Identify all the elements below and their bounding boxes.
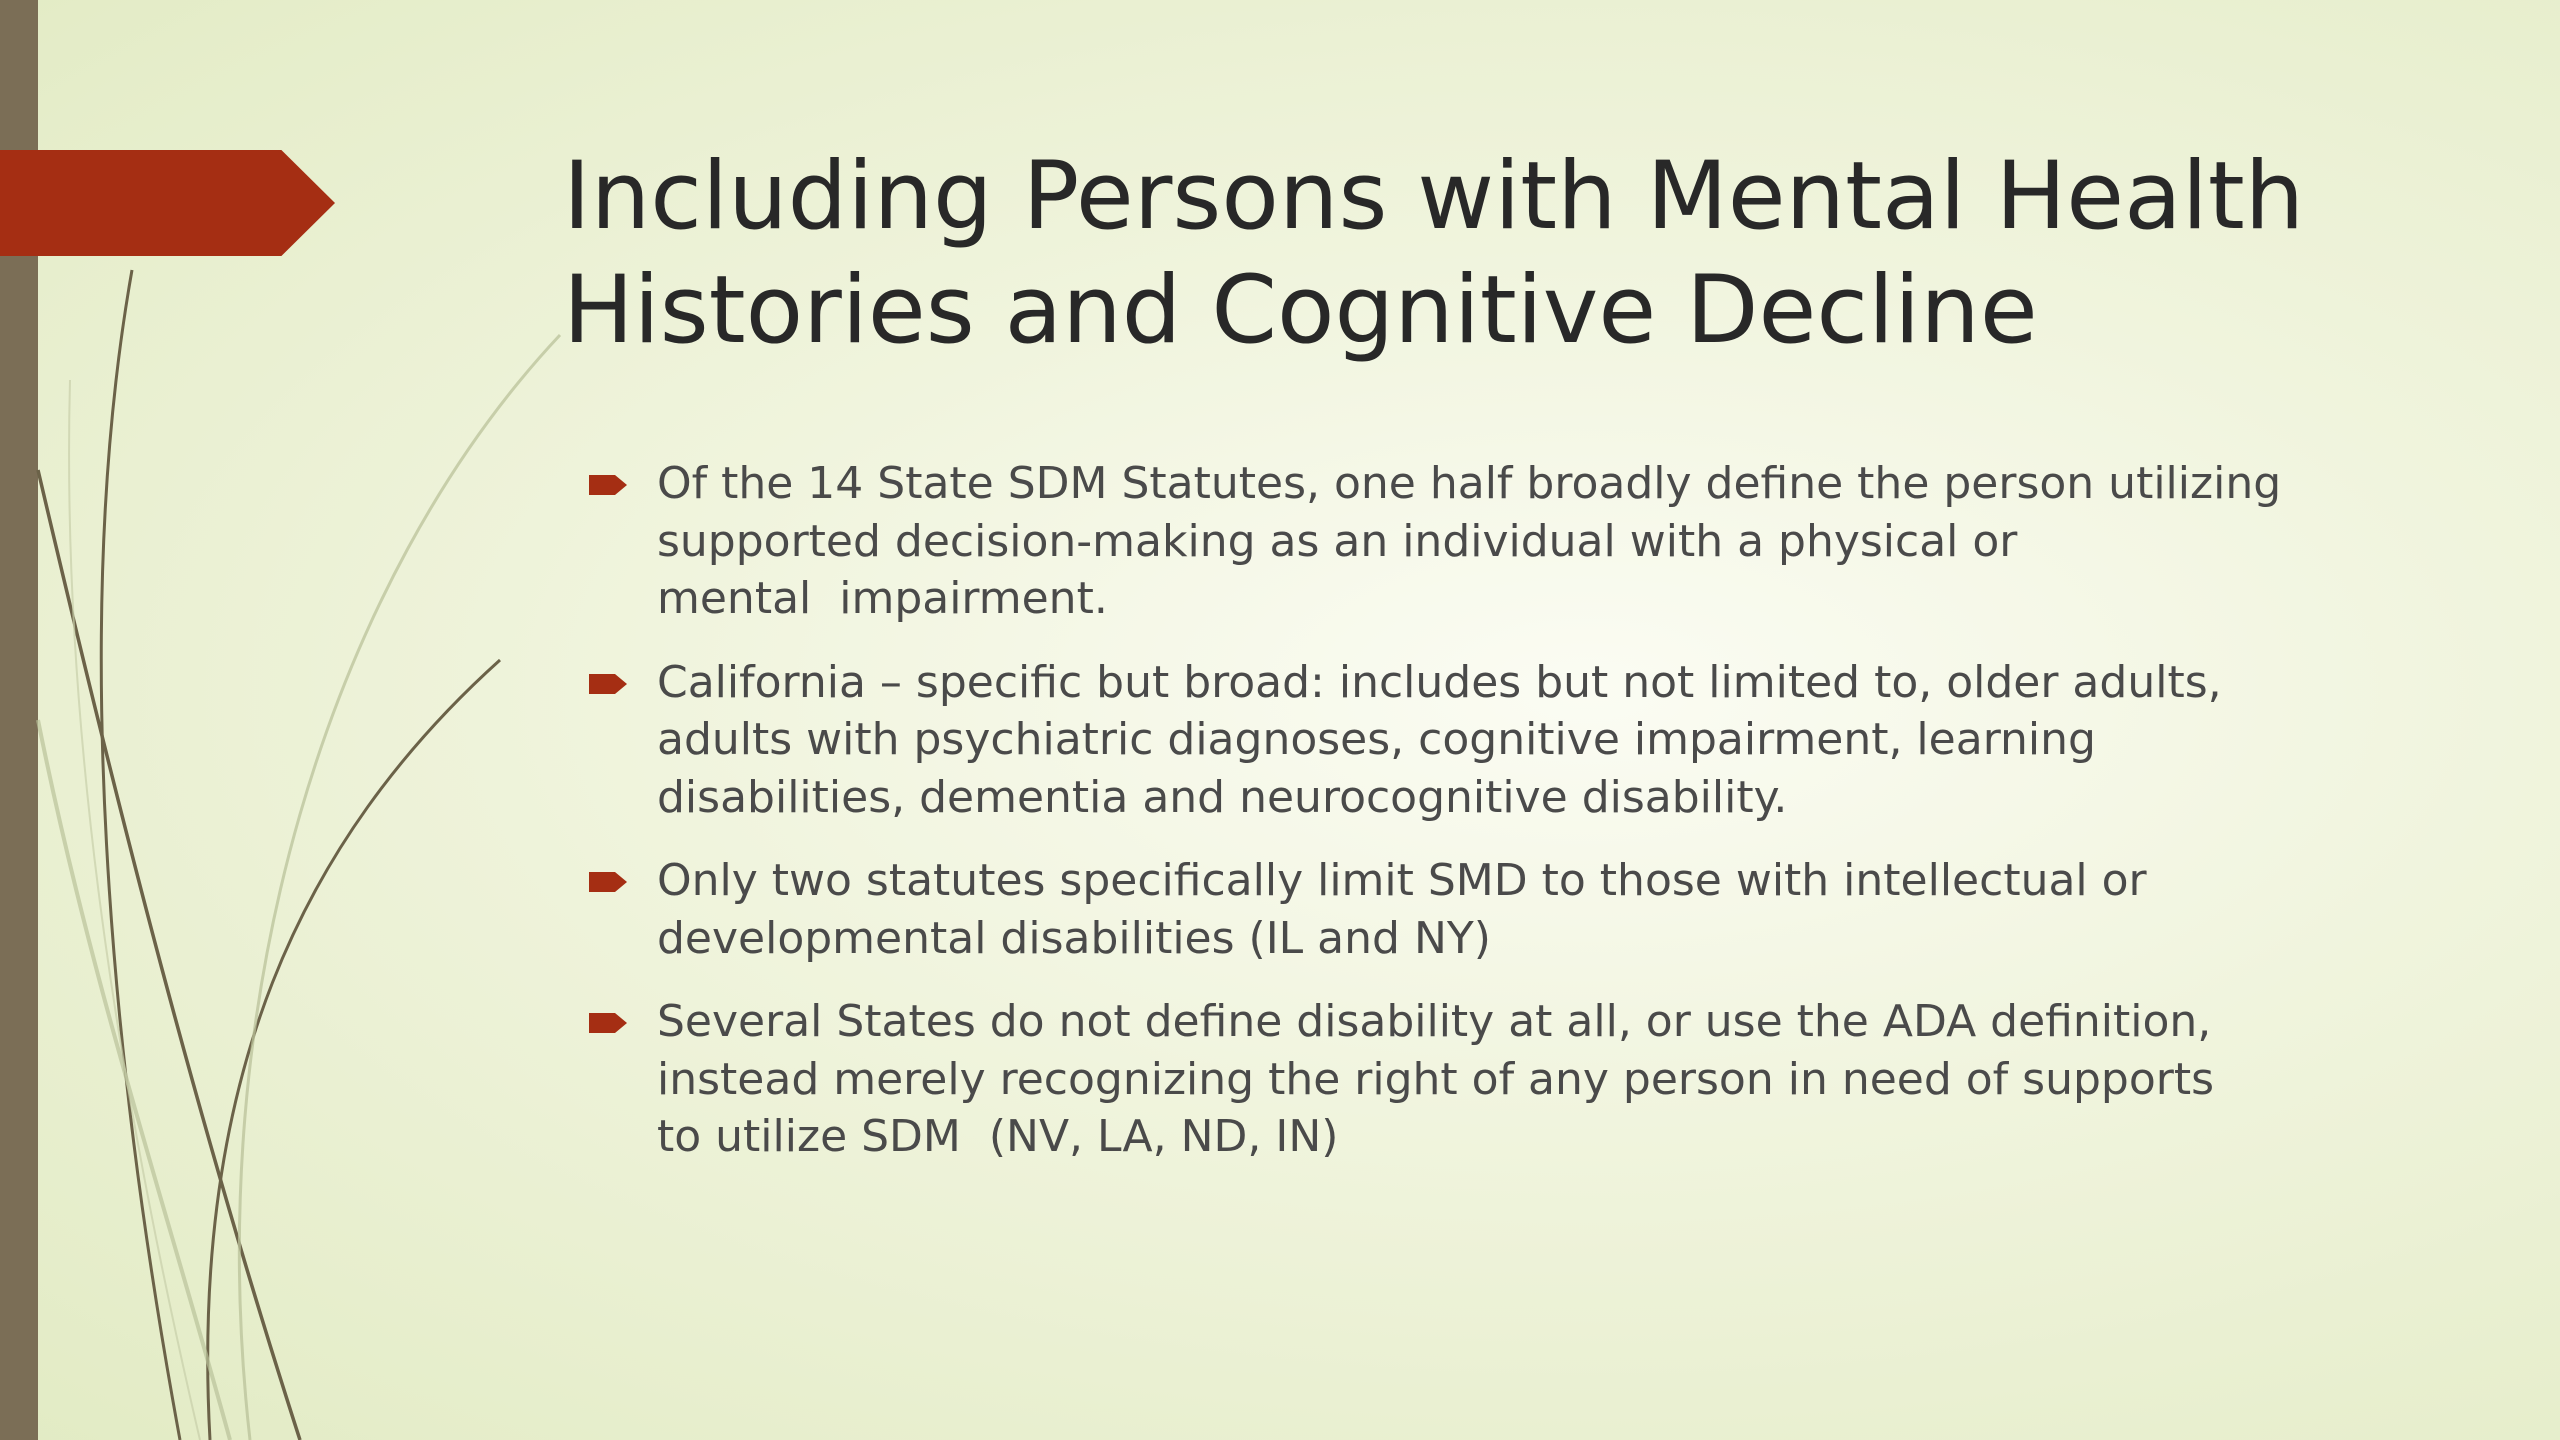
bullet-line: instead merely recognizing the right of any person in need of supports (657, 1053, 2215, 1105)
bullet-item (585, 654, 2465, 827)
title-line: Including Persons with Mental Health (563, 142, 2305, 251)
bullet-line: Of the 14 State SDM Statutes, one half broadly define the person utilizing (657, 458, 2282, 509)
bullet-line: California – specific but broad: includes but not limited to, older adults, (657, 656, 2222, 708)
bullet-line: mental impairment. (657, 573, 1108, 624)
title-accent-arrow (0, 150, 335, 256)
bullet-item (585, 455, 2465, 628)
title-line: Histories and Cognitive Decline (563, 256, 2038, 365)
bullet-text (657, 852, 2465, 967)
bullet-line: Several States do not define disability at all, or use the ADA definition, (657, 996, 2212, 1047)
arrow-bullet-icon (589, 1013, 627, 1033)
bullet-line: to utilize SDM (NV, LA, ND, IN) (657, 1111, 1339, 1162)
arrow-bullet-icon (589, 475, 627, 495)
bullet-text (657, 455, 2465, 628)
arrow-bullet-icon (589, 674, 627, 694)
bullet-line: adults with psychiatric diagnoses, cognitive impairment, learning (657, 714, 2096, 765)
bullet-line: disabilities, dementia and neurocognitive disability. (657, 771, 1788, 823)
arrow-bullet-icon (589, 872, 627, 892)
bullet-line: Only two statutes specifically limit SMD to those with intellectual or (657, 855, 2147, 906)
bullet-item (585, 993, 2465, 1166)
bullet-text (657, 993, 2465, 1166)
bullet-list (585, 455, 2465, 1192)
bullet-line: developmental disabilities (IL and NY) (657, 912, 1491, 964)
bullet-item (585, 852, 2465, 967)
slide-title (563, 140, 2463, 368)
bullet-line: supported decision-making as an individual with a physical or (657, 515, 2018, 567)
bullet-text (657, 654, 2465, 827)
